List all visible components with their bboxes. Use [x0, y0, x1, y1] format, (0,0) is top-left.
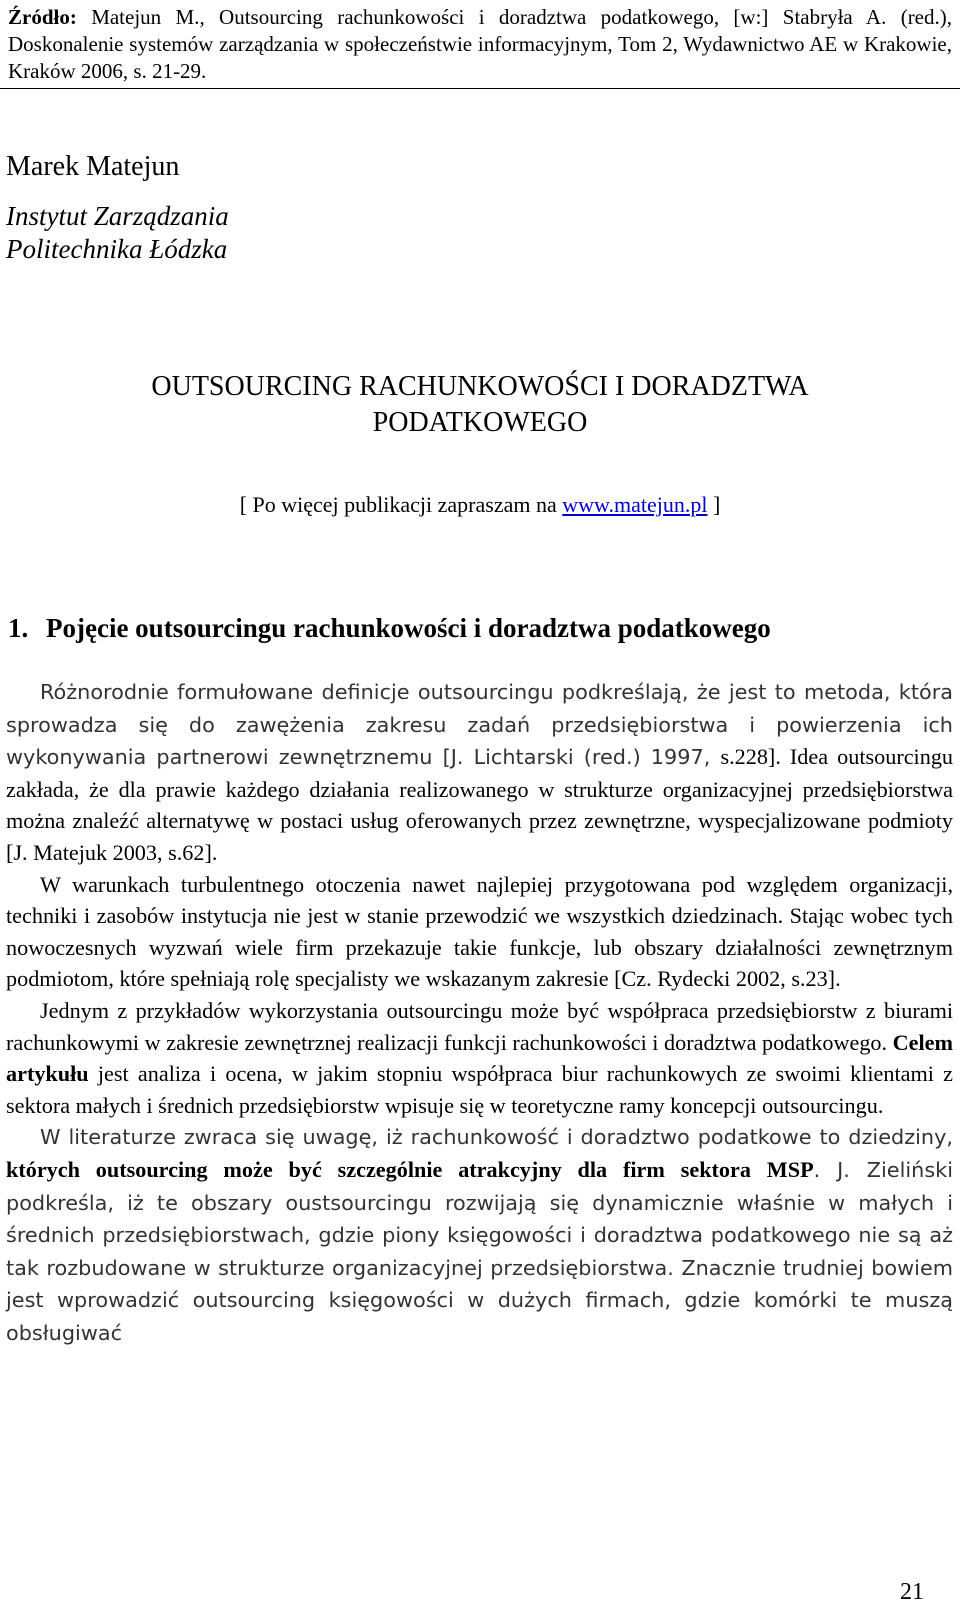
paragraph-1-sans-part: Różnorodnie formułowane definicje outsourcingu podkreślają, że jest to metoda, która sprowadza się do zawężenia zakresu zadań przedsiębiorstwa i powierzenia ich wykonywania partnerowi zewnętrznemu [J. Lichtarski (red.) 1997, [6, 680, 953, 770]
paragraph-2-part-2: Stając wobec tych nowoczesnych wyzwań wiele firm przekazuje takie funkcje, lub obszary działalności zewnętrznym podmiotom, które spełniają rolę specjalisty we wskazanym zakresie [Cz. Rydecki 2002, s.23]. [6, 903, 953, 992]
author-name: Marek Matejun [6, 151, 180, 182]
website-link[interactable]: www.matejun.pl [562, 492, 708, 517]
page-number: 21 [900, 1579, 924, 1605]
source-label: Źródło: [8, 5, 77, 29]
paragraph-4 [6, 1121, 953, 1349]
paragraph-4-before: W literaturze zwraca się uwagę, iż rachunkowość i doradztwo podatkowe to dziedziny, [40, 1125, 953, 1150]
paragraph-3-bold: Celem artykułu [6, 1029, 953, 1087]
source-citation [8, 4, 952, 85]
paragraph-4-sans-end: Znacznie trudniej bowiem jest wprowadzić outsourcing księgowości w dużych firmach, gdzie komórki te muszą obsługiwać [6, 1255, 953, 1345]
paper-title-line-1: OUTSOURCING RACHUNKOWOŚCI I DORADZTWA [151, 371, 809, 402]
publications-note [0, 491, 960, 519]
source-text: Matejun M., Outsourcing rachunkowości i doradztwa podatkowego, [w:] Stabryła A. (red.), Doskonalenie systemów zarządzania w społeczeństwie informacyjnym, Tom 2, Wydawnictwo AE w Krakowie, Kraków 2006, s. 21-29. [8, 5, 952, 83]
paragraph-3-before: Jednym z przykładów wykorzystania outsourcingu może być współpraca przedsiębiorstw z biurami rachunkowymi w zakresie zewnętrznej realizacji funkcji rachunkowości i doradztwa podatkowego. [6, 997, 953, 1055]
section-heading [8, 612, 771, 644]
paragraph-4-after: . J. Zieliński podkreśla, iż te obszary oustsourcingu rozwijają się dynamicznie właśnie w małych i średnich przedsiębiorstwach, gdzie piony księgowości i doradztwa podatkowego nie są aż tak rozbudowane w strukturze organizacyjnej przedsiębiorstwa. [6, 1157, 953, 1280]
note-text-after: ] [707, 492, 721, 517]
author-university: Politechnika Łódzka [6, 234, 228, 264]
note-text-before: [ Po więcej publikacji zapraszam na [239, 492, 563, 517]
paragraph-2-part-1: W warunkach turbulentnego otoczenia nawet najlepiej przygotowana pod względem organizacji, techniki i zasobów instytucja nie jest w stanie przewodzić we wszystkich dziedzinach. [6, 871, 953, 929]
paragraph-3 [6, 995, 953, 1121]
paragraph-1-serif-part: s.228]. Idea outsourcingu zakłada, że dla prawie każdego działania realizowanego w strukturze organizacyjnej przedsiębiorstwa można znaleźć alternatywę w postaci usług oferowanych przez zewnętrzne, wyspecjalizowane podmioty [J. Matejuk 2003, s.62]. [6, 744, 954, 865]
section-title: Pojęcie outsourcingu rachunkowości i doradztwa podatkowego [46, 613, 771, 643]
paragraph-1 [6, 676, 953, 869]
author-institute: Instytut Zarządzania [6, 201, 229, 231]
paragraph-3-after: jest analiza i ocena, w jakim stopniu współpraca biur rachunkowych ze swoimi klientami z sektora małych i średnich przedsiębiorstw wpisuje się w teoretyczne ramy koncepcji outsourcingu. [6, 1061, 953, 1118]
header-divider [0, 88, 960, 89]
paragraph-4-bold: których outsourcing może być szczególnie atrakcyjny dla firm sektora MSP [6, 1156, 814, 1182]
paper-title-line-2: PODATKOWEGO [372, 407, 588, 438]
paragraph-2 [6, 869, 953, 995]
body-text [6, 676, 953, 1349]
section-number: 1. [8, 613, 29, 643]
